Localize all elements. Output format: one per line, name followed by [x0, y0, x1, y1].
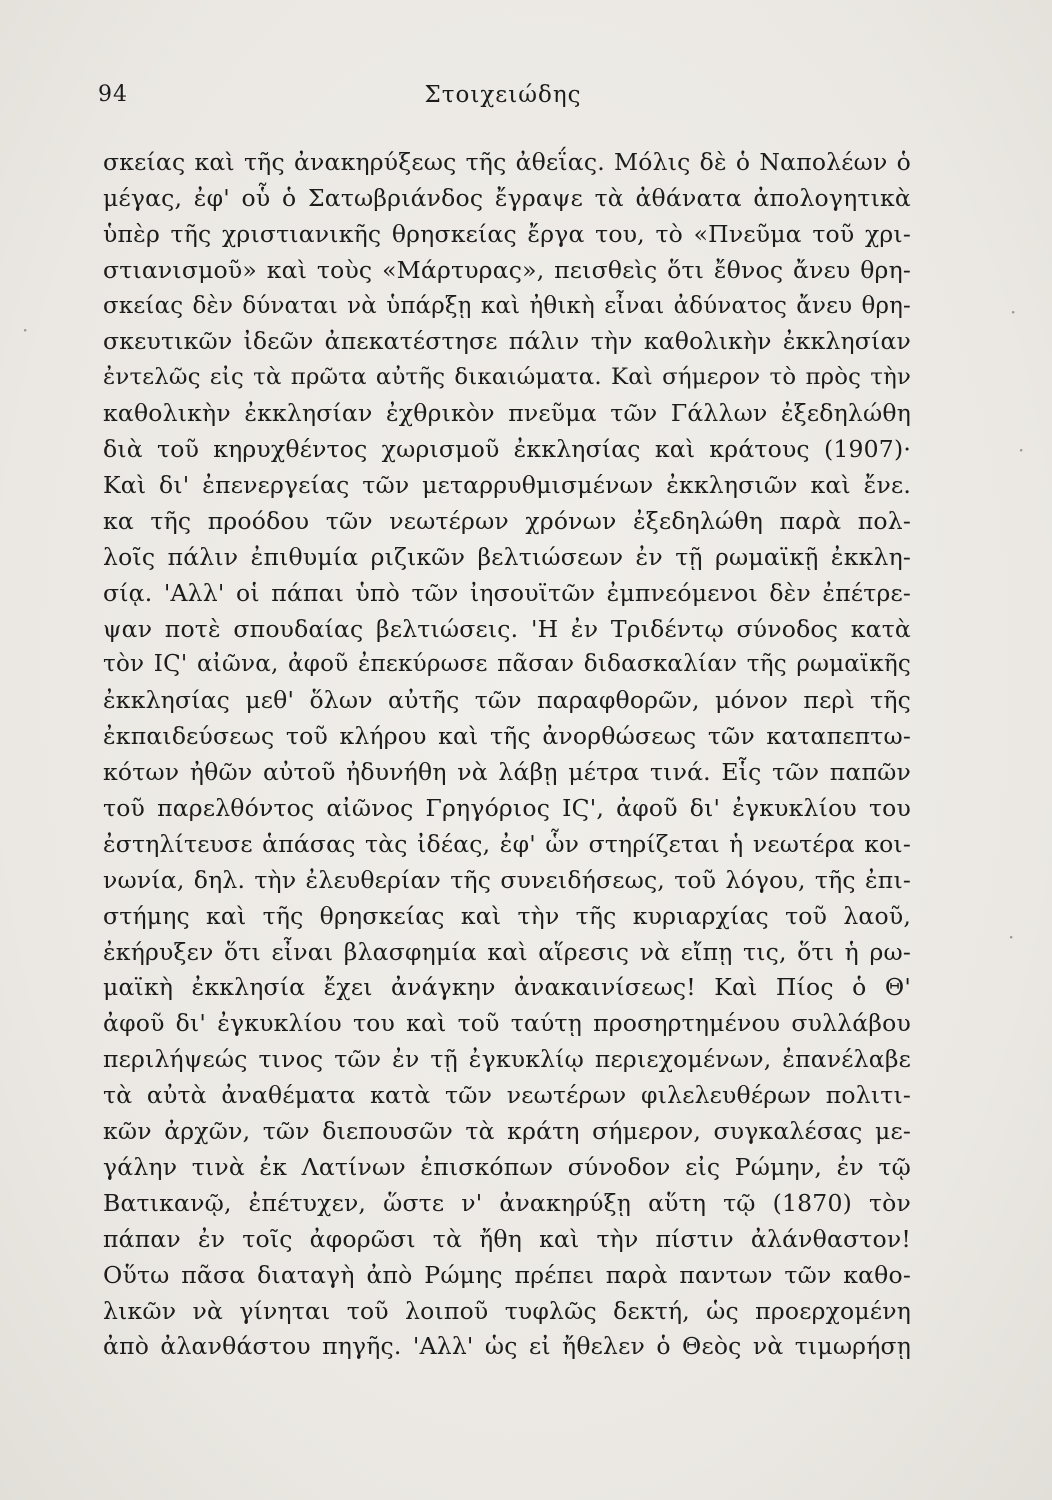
text-line: ἐκκλησίας μεθ' ὅλων αὐτῆς τῶν παραφθορῶν, μόνον περὶ τῆς — [103, 686, 911, 715]
margin-speck: · — [22, 318, 29, 342]
margin-speck: · — [1008, 925, 1015, 949]
text-line: ἐντελῶς εἰς τὰ πρῶτα αὐτῆς δικαιώματα. Καὶ σήμερον τὸ πρὸς τὴν — [103, 364, 911, 391]
running-title: Στοιχειώδης — [424, 82, 582, 108]
text-line: τὸν ΙϚ' αἰῶνα, ἀφοῦ ἐπεκύρωσε πᾶσαν διδασκαλίαν τῆς ρωμαϊκῆς — [103, 651, 911, 678]
text-line: σκευτικῶν ἰδεῶν ἀπεκατέστησε πάλιν τὴν καθολικὴν ἐκκλησίαν — [103, 327, 911, 356]
margin-speck: · — [1018, 438, 1025, 462]
text-line: ἐστηλίτευσε ἁπάσας τὰς ἰδέας, ἐφ' ὧν στηρίζεται ἡ νεωτέρα κοι- — [103, 829, 911, 858]
text-line: ἀπὸ ἀλανθάστου πηγῆς. 'Αλλ' ὡς εἰ ἤθελεν ὁ Θεὸς νὰ τιμωρήσῃ — [103, 1332, 911, 1361]
text-line: διὰ τοῦ κηρυχθέντος χωρισμοῦ ἐκκλησίας καὶ κράτους (1907)· — [103, 435, 911, 464]
text-line: τοῦ παρελθόντος αἰῶνος Γρηγόριος ΙϚ', ἀφοῦ δι' ἐγκυκλίου του — [103, 794, 911, 823]
text-line: ἐκπαιδεύσεως τοῦ κλήρου καὶ τῆς ἀνορθώσεως τῶν καταπεπτω- — [103, 722, 911, 751]
text-line: λοῖς πάλιν ἐπιθυμία ριζικῶν βελτιώσεων ἐν τῇ ρωμαϊκῇ ἐκκλη- — [103, 542, 911, 571]
text-line: Βατικανῷ, ἐπέτυχεν, ὥστε ν' ἀνακηρύξῃ αὕτη τῷ (1870) τὸν — [103, 1188, 911, 1217]
text-line: κότων ἠθῶν αὐτοῦ ἠδυνήθη νὰ λάβῃ μέτρα τινά. Εἷς τῶν παπῶν — [103, 758, 911, 787]
text-line: πάπαν ἐν τοῖς ἀφορῶσι τὰ ἤθη καὶ τὴν πίστιν ἀλάνθαστον! — [103, 1224, 911, 1253]
text-line: κα τῆς προόδου τῶν νεωτέρων χρόνων ἐξεδηλώθη παρὰ πολ- — [103, 506, 911, 535]
text-line: ὑπὲρ τῆς χριστιανικῆς θρησκείας ἔργα του, τὸ «Πνεῦμα τοῦ χρι- — [103, 219, 911, 248]
page-number: 94 — [98, 82, 128, 107]
page-header — [98, 82, 908, 118]
margin-speck: · — [1010, 300, 1017, 324]
text-line: ἐκήρυξεν ὅτι εἶναι βλασφημία καὶ αἵρεσις νὰ εἴπῃ τις, ὅτι ἡ ρω- — [103, 937, 911, 966]
text-line: Οὕτω πᾶσα διαταγὴ ἀπὸ Ρώμης πρέπει παρὰ παντων τῶν καθο- — [103, 1260, 911, 1289]
text-line: λικῶν νὰ γίνηται τοῦ λοιποῦ τυφλῶς δεκτή, ὡς προερχομένη — [103, 1296, 911, 1325]
text-line: σίᾳ. 'Αλλ' οἱ πάπαι ὑπὸ τῶν ἰησουϊτῶν ἐμπνεόμενοι δὲν ἐπέτρε- — [103, 578, 911, 607]
text-line: μαϊκὴ ἐκκλησία ἔχει ἀνάγκην ἀνακαινίσεως! Καὶ Πίος ὁ Θ' — [103, 973, 911, 1002]
text-line: καθολικὴν ἐκκλησίαν ἐχθρικὸν πνεῦμα τῶν Γάλλων ἐξεδηλώθη — [103, 399, 911, 428]
text-line: σκείας καὶ τῆς ἀνακηρύξεως τῆς ἀθεΐας. Μόλις δὲ ὁ Ναπολέων ὁ — [103, 148, 911, 176]
text-line: Καὶ δι' ἐπενεργείας τῶν μεταρρυθμισμένων ἐκκλησιῶν καὶ ἔνε. — [103, 471, 911, 500]
text-line: ἀφοῦ δι' ἐγκυκλίου του καὶ τοῦ ταύτῃ προσηρτημένου συλλάβου — [103, 1009, 911, 1038]
text-line: σκείας δὲν δύναται νὰ ὑπάρξῃ καὶ ἠθικὴ εἶναι ἀδύνατος ἄνευ θρη- — [103, 292, 911, 319]
text-line: μέγας, ἐφ' οὗ ὁ Σατωβριάνδος ἔγραψε τὰ ἀθάνατα ἀπολογητικὰ — [103, 183, 911, 212]
text-line: ψαν ποτὲ σπουδαίας βελτιώσεις. 'Η ἐν Τριδέντῳ σύνοδος κατὰ — [103, 614, 911, 643]
text-line: κῶν ἀρχῶν, τῶν διεπουσῶν τὰ κράτη σήμερον, συγκαλέσας με- — [103, 1117, 911, 1146]
text-line: νωνία, δηλ. τὴν ἐλευθερίαν τῆς συνειδήσεως, τοῦ λόγου, τῆς ἐπι- — [103, 865, 911, 894]
body-text — [103, 145, 911, 1365]
text-line: τὰ αὐτὰ ἀναθέματα κατὰ τῶν νεωτέρων φιλελευθέρων πολιτι- — [103, 1081, 911, 1110]
text-line: γάλην τινὰ ἐκ Λατίνων ἐπισκόπων σύνοδον εἰς Ρώμην, ἐν τῷ — [103, 1152, 911, 1181]
text-line: στήμης καὶ τῆς θρησκείας καὶ τὴν τῆς κυριαρχίας τοῦ λαοῦ, — [103, 901, 911, 930]
text-line: στιανισμοῦ» καὶ τοὺς «Μάρτυρας», πεισθεὶς ὅτι ἔθνος ἄνευ θρη- — [103, 255, 911, 284]
text-line: περιλήψεώς τινος τῶν ἐν τῇ ἐγκυκλίῳ περιεχομένων, ἐπανέλαβε — [103, 1045, 911, 1074]
